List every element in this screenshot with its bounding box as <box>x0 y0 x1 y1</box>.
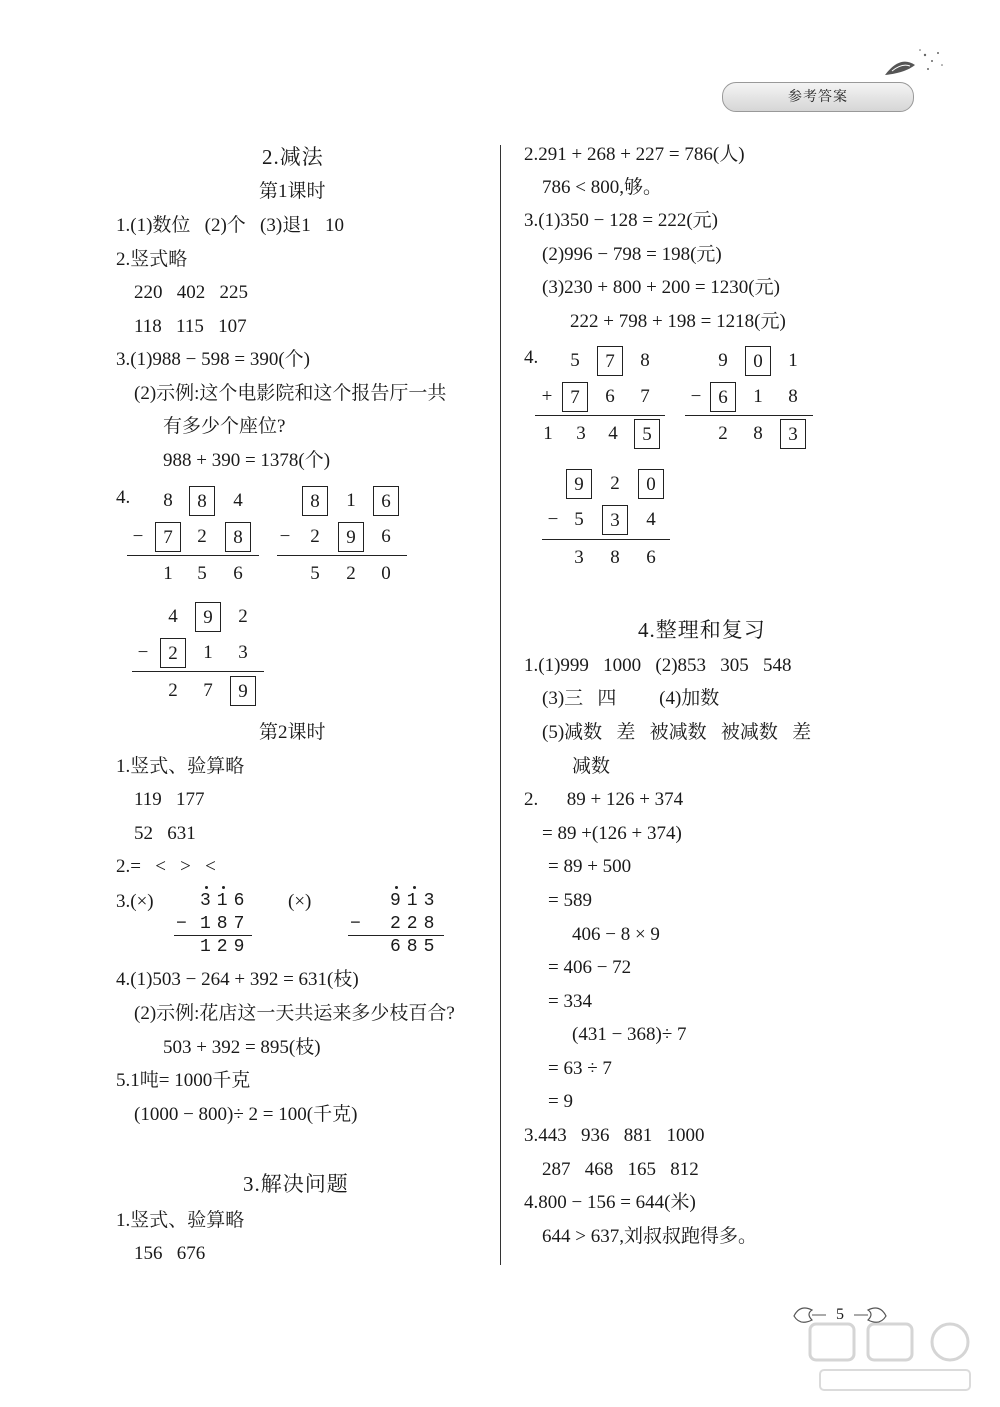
digit: 4 <box>233 490 243 511</box>
digit: 2 <box>310 526 320 547</box>
left-q2-row1: 220 402 225 <box>134 282 248 303</box>
operator: + <box>541 386 553 407</box>
digit-box: 9 <box>195 602 221 632</box>
digit: 2 <box>168 680 178 701</box>
left-q3-part2-cont: 有多少个座位? <box>163 416 286 437</box>
review-q2-line8: (431 − 368)÷ 7 <box>572 1024 687 1045</box>
sum-line <box>174 935 252 936</box>
operator: − <box>137 642 149 663</box>
section-3-title: 3.解决问题 <box>243 1172 349 1196</box>
subtrahend: 228 <box>390 914 441 934</box>
digit-box: 9 <box>566 469 592 499</box>
right-q3-part2: (2)996 − 798 = 198(元) <box>542 244 722 265</box>
right-q2-part1: 2.291 + 268 + 227 = 786(人) <box>524 144 745 165</box>
digit: 5 <box>570 350 580 371</box>
borrow-dot <box>413 886 416 889</box>
review-q2-line5: 406 − 8 × 9 <box>572 924 660 945</box>
lesson2-q3-mid: (×) <box>288 891 312 912</box>
left-q3-part1: 3.(1)988 − 598 = 390(个) <box>116 349 310 370</box>
digit: 2 <box>610 473 620 494</box>
section-2-title: 2.减法 <box>262 145 324 169</box>
review-q2-line10: = 9 <box>548 1091 573 1112</box>
digit: 2 <box>718 423 728 444</box>
watermark-logo-icon <box>790 1318 990 1398</box>
digit-box: 2 <box>160 638 186 668</box>
borrow-dot <box>395 886 398 889</box>
digit-box: 8 <box>189 486 215 516</box>
digit: 6 <box>646 547 656 568</box>
left-q4-label: 4. <box>116 487 131 508</box>
operator: − <box>350 914 367 934</box>
review-q4-line2: 644 > 637,刘叔叔跑得多。 <box>542 1226 757 1247</box>
section3-q1: 1.竖式、验算略 <box>116 1210 245 1231</box>
right-q3-part3: (3)230 + 800 + 200 = 1230(元) <box>542 277 780 298</box>
review-q3-row1: 3.443 936 881 1000 <box>524 1125 705 1146</box>
digit: 8 <box>788 386 798 407</box>
digit-box: 6 <box>710 382 736 412</box>
header-banner <box>722 82 914 112</box>
review-q4-line1: 4.800 − 156 = 644(米) <box>524 1192 696 1213</box>
subtrahend: 187 <box>200 914 251 934</box>
review-q2-line1: 2. 89 + 126 + 374 <box>524 789 684 810</box>
digit-box: 3 <box>780 419 806 449</box>
borrow-dot <box>205 886 208 889</box>
header-banner-text: 参考答案 <box>788 89 848 105</box>
section3-q1-row: 156 676 <box>134 1243 206 1264</box>
left-q2: 2.竖式略 <box>116 249 188 270</box>
digit: 1 <box>163 563 173 584</box>
lesson2-q1-row1: 119 177 <box>134 789 205 810</box>
sum-line <box>348 935 444 936</box>
digit-box: 5 <box>634 419 660 449</box>
digit-box: 0 <box>745 346 771 376</box>
review-q1-row2: (3)三 四 (4)加数 <box>542 688 720 709</box>
sum-line <box>132 671 264 672</box>
digit: 6 <box>381 526 391 547</box>
digit: 3 <box>238 642 248 663</box>
right-q2-part2: 786 < 800,够。 <box>542 177 662 198</box>
lesson-1-heading: 第1课时 <box>259 181 326 202</box>
operator: − <box>279 526 291 547</box>
review-q1-row3: (5)减数 差 被减数 被减数 差 <box>542 722 812 743</box>
minuend: 316 <box>200 891 251 911</box>
operator: − <box>176 914 193 934</box>
digit: 9 <box>718 350 728 371</box>
digit: 5 <box>574 509 584 530</box>
digit: 4 <box>608 423 618 444</box>
column-divider <box>500 145 501 1265</box>
digit: 1 <box>788 350 798 371</box>
digit: 1 <box>346 490 356 511</box>
digit: 3 <box>576 423 586 444</box>
minuend: 913 <box>390 891 441 911</box>
digit: 7 <box>640 386 650 407</box>
lesson2-q3-label: 3.(×) <box>116 891 154 912</box>
digit: 4 <box>646 509 656 530</box>
digit: 1 <box>753 386 763 407</box>
digit: 6 <box>233 563 243 584</box>
digit: 5 <box>310 563 320 584</box>
lesson2-q4-part2: (2)示例:花店这一天共运来多少枝百合? <box>134 1003 455 1024</box>
digit-box: 8 <box>225 522 251 552</box>
left-q3-part2: (2)示例:这个电影院和这个报告厅一共 <box>134 383 447 404</box>
digit-box: 7 <box>597 346 623 376</box>
review-q2-line2: = 89 +(126 + 374) <box>542 823 682 844</box>
right-q3-part4: 222 + 798 + 198 = 1218(元) <box>570 311 786 332</box>
operator: − <box>690 386 702 407</box>
lesson2-q4-part1: 4.(1)503 − 264 + 392 = 631(枝) <box>116 969 359 990</box>
difference: 685 <box>390 937 441 957</box>
digit: 1 <box>203 642 213 663</box>
digit-box: 9 <box>338 522 364 552</box>
digit-box: 3 <box>602 505 628 535</box>
digit-box: 8 <box>302 486 328 516</box>
review-q2-line7: = 334 <box>548 991 592 1012</box>
right-q4-label: 4. <box>524 347 539 368</box>
left-q3-equation: 988 + 390 = 1378(个) <box>163 450 331 471</box>
page-number: 5 <box>836 1306 844 1323</box>
left-q2-row2: 118 115 107 <box>134 316 247 337</box>
digit: 1 <box>543 423 553 444</box>
lesson2-q5-part1: 5.1吨= 1000千克 <box>116 1070 251 1091</box>
lesson2-q2: 2.= < > < <box>116 856 216 877</box>
review-q2-line9: = 63 ÷ 7 <box>548 1058 612 1079</box>
review-q3-row2: 287 468 165 812 <box>542 1159 699 1180</box>
digit: 2 <box>197 526 207 547</box>
digit: 8 <box>610 547 620 568</box>
digit-box: 9 <box>230 676 256 706</box>
lesson2-q1-row2: 52 631 <box>134 823 196 844</box>
review-q2-line6: = 406 − 72 <box>548 957 632 978</box>
review-q1-row1: 1.(1)999 1000 (2)853 305 548 <box>524 655 792 676</box>
lesson2-q4-equation: 503 + 392 = 895(枝) <box>163 1037 321 1058</box>
digit-box: 7 <box>562 382 588 412</box>
digit: 8 <box>753 423 763 444</box>
corner-decoration-icon <box>880 45 950 85</box>
digit-box: 0 <box>638 469 664 499</box>
digit-box: 7 <box>155 522 181 552</box>
right-q3-part1: 3.(1)350 − 128 = 222(元) <box>524 210 718 231</box>
review-q2-line4: = 589 <box>548 890 592 911</box>
digit: 4 <box>168 606 178 627</box>
review-q2-line3: = 89 + 500 <box>548 856 632 877</box>
lesson2-q1: 1.竖式、验算略 <box>116 756 245 777</box>
sum-line <box>535 415 665 416</box>
sum-line <box>685 415 813 416</box>
sum-line <box>542 539 670 540</box>
digit: 2 <box>346 563 356 584</box>
digit: 3 <box>574 547 584 568</box>
sum-line <box>127 555 259 556</box>
digit: 2 <box>238 606 248 627</box>
digit: 8 <box>163 490 173 511</box>
digit-box: 6 <box>373 486 399 516</box>
digit: 7 <box>203 680 213 701</box>
borrow-dot <box>222 886 225 889</box>
sum-line <box>277 555 407 556</box>
operator: − <box>547 509 559 530</box>
digit: 8 <box>640 350 650 371</box>
digit: 5 <box>197 563 207 584</box>
lesson-2-heading: 第2课时 <box>259 722 326 743</box>
lesson2-q5-part2: (1000 − 800)÷ 2 = 100(千克) <box>134 1104 358 1125</box>
section-4-title: 4.整理和复习 <box>638 618 766 642</box>
digit: 6 <box>605 386 615 407</box>
difference: 129 <box>200 937 251 957</box>
digit: 0 <box>381 563 391 584</box>
operator: − <box>132 526 144 547</box>
review-q1-row4: 减数 <box>572 756 611 777</box>
left-q1: 1.(1)数位 (2)个 (3)退1 10 <box>116 215 344 236</box>
